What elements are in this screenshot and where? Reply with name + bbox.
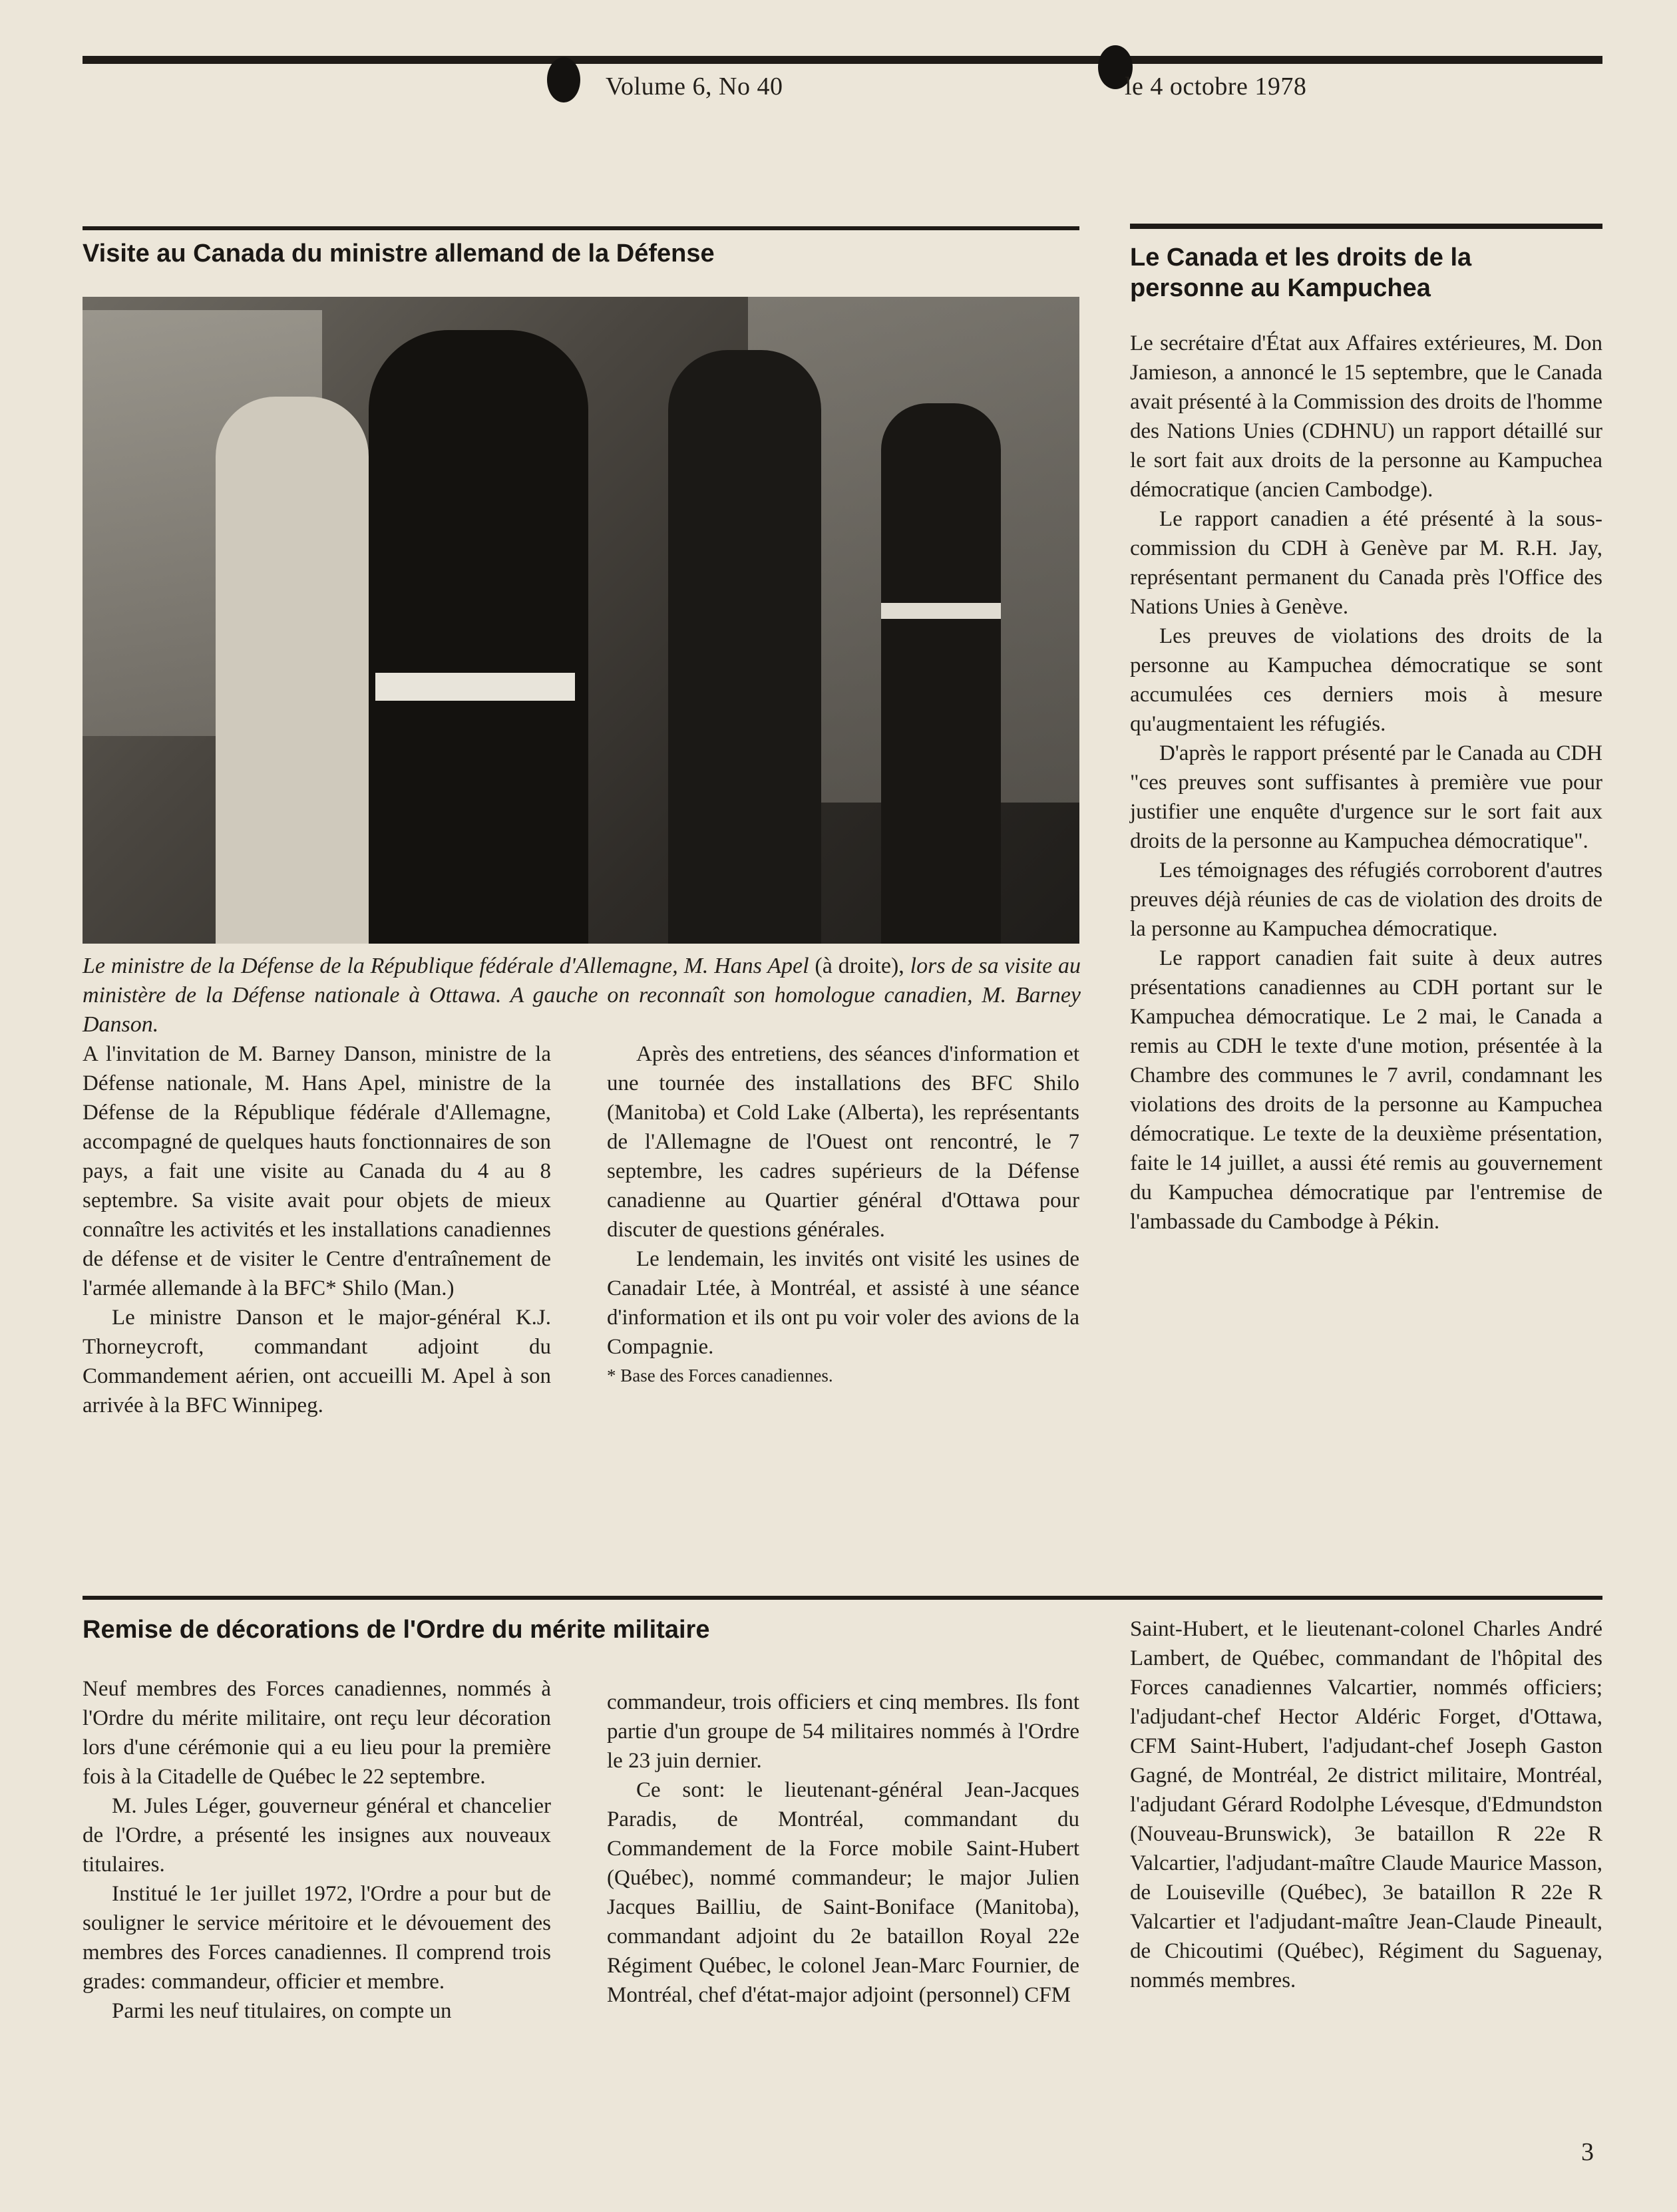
caption-part2: lors de sa visite au ministère de la Défense nationale à Ottawa. A gauche on reconnaît son homologue canadien, M. Barney Danson. — [83, 954, 1081, 1037]
article2-para-6: Le rapport canadien fait suite à deux autres présentations canadiennes au CDH portant sur le Kampuchea démocratique. Le 2 mai, le Canada a remis au CDH le texte d'une motion, présentée à la Chambre des communes le 7 avril, condamnant les violations des droits de la personne au Kampuchea démocratique. Le texte de la deuxième présentation, faite le 14 juillet, a aussi été remis au gouvernement du Kampuchea démocratique par l'entremise de l'ambassade du Cambodge à Pékin. — [1130, 946, 1602, 1234]
article1-col2-para-2: Le lendemain, les invités ont visité les usines de Canadair Ltée, à Montréal, et assisté à une séance d'information et ils ont pu voir voler des avions de la Compagnie. — [607, 1247, 1079, 1359]
article3-col1-para-2: M. Jules Léger, gouverneur général et chancelier de l'Ordre, a présenté les insignes aux nouveaux titulaires. — [83, 1794, 551, 1877]
article3-column-1 — [83, 1674, 551, 2026]
article3-rule — [83, 1596, 1602, 1600]
article2-column — [1130, 329, 1602, 1236]
article1-title: Visite au Canada du ministre allemand de la Défense — [83, 240, 715, 268]
article1-footnote: * Base des Forces canadiennes. — [607, 1366, 833, 1385]
article2-para-2: Le rapport canadien a été présenté à la sous-commission du CDH à Genève par M. R.H. Jay, représentant permanent du Canada près l'Office des Nations Unies à Genève. — [1130, 507, 1602, 619]
article1-photo — [83, 297, 1079, 944]
article2-para-4: D'après le rapport présenté par le Canada au CDH "ces preuves sont suffisantes à première vue pour justifier une enquête d'urgence sur le sort fait aux droits de la personne au Kampuchea démocratique". — [1130, 741, 1602, 853]
article2-para-3: Les preuves de violations des droits de la personne au Kampuchea démocratique se sont accumulées ces derniers mois à mesure qu'augmentaient les réfugiés. — [1130, 624, 1602, 736]
article1-column-1 — [83, 1039, 551, 1420]
caption-part1: Le ministre de la Défense de la République fédérale d'Allemagne, M. Hans Apel — [83, 954, 809, 978]
masthead-volume: Volume 6, No 40 — [606, 73, 783, 100]
article1-column-2 — [607, 1039, 1079, 1387]
article2-para-5: Les témoignages des réfugiés corroborent d'autres preuves déjà réunies de cas de violation des droits de la personne au Kampuchea démocratique. — [1130, 858, 1602, 941]
article3-col1-para-4: Parmi les neuf titulaires, on compte un — [112, 1999, 452, 2023]
article3-col2-para-1: commandeur, trois officiers et cinq membres. Ils font partie d'un groupe de 54 militaires nommés à l'Ordre le 23 juin dernier. — [607, 1690, 1079, 1773]
article3-column-3 — [1130, 1614, 1602, 1995]
article3-col1-para-3: Institué le 1er juillet 1972, l'Ordre a pour but de souligner le service méritoire et le dévouement des membres des Forces canadiennes. Il comprend trois grades: commandeur, officier et membre. — [83, 1882, 551, 1994]
article2-para-1: Le secrétaire d'État aux Affaires extérieures, M. Don Jamieson, a annoncé le 15 septembre, que le Canada avait présenté à la Commission des droits de l'homme des Nations Unies (CDHNU) un rapport détaillé sur le sort fait aux droits de la personne au Kampuchea démocratique (ancien Cambodge). — [1130, 331, 1602, 502]
article1-rule — [83, 226, 1079, 230]
article1-col1-para-1: A l'invitation de M. Barney Danson, ministre de la Défense nationale, M. Hans Apel, ministre de la Défense de la République fédérale d'Allemagne, accompagné de quelques hauts fonctionnaires de son pays, a fait une visite au Canada du 4 au 8 septembre. Sa visite avait pour objets de mieux connaître les activités et les installations canadiennes de défense et de visiter le Centre d'entraînement de l'armée allemande à la BFC* Shilo (Man.) — [83, 1042, 551, 1300]
article3-column-2 — [607, 1688, 1079, 2010]
binder-hole-left — [547, 57, 580, 102]
masthead-rule — [83, 56, 1602, 64]
article1-col2-para-1: Après des entretiens, des séances d'information et une tournée des installations des BFC Shilo (Manitoba) et Cold Lake (Alberta), les représentants de l'Allemagne de l'Ouest ont rencontré, le 7 septembre, les cadres supérieurs de la Défense canadienne au Quartier général d'Ottawa pour discuter de questions générales. — [607, 1042, 1079, 1242]
masthead-date: le 4 octobre 1978 — [1125, 73, 1307, 100]
page-number: 3 — [1581, 2138, 1594, 2166]
article1-col1-para-2: Le ministre Danson et le major-général K.J. Thorneycroft, commandant adjoint du Commandement aérien, ont accueilli M. Apel à son arrivée à la BFC Winnipeg. — [83, 1306, 551, 1417]
article1-photo-caption — [83, 952, 1081, 1039]
article2-rule — [1130, 224, 1602, 229]
article2-title: Le Canada et les droits de la personne au Kampuchea — [1130, 244, 1472, 302]
article3-col2-para-2: Ce sont: le lieutenant-général Jean-Jacques Paradis, de Montréal, commandant du Commandement de la Force mobile Saint-Hubert (Québec), nommé commandeur; le major Julien Jacques Bailliu, de Saint-Boniface (Manitoba), commandant adjoint du 2e bataillon Royal 22e Régiment Québec, le colonel Jean-Marc Fournier, de Montréal, chef d'état-major adjoint (personnel) CFM — [607, 1778, 1079, 2007]
article3-col3-para-1: Saint-Hubert, et le lieutenant-colonel Charles André Lambert, de Québec, commandant de l'hôpital des Forces canadiennes Valcartier, nommés officiers; l'adjudant-chef Hector Aldéric Forget, d'Ottawa, CFM Saint-Hubert, l'adjudant-chef Joseph Gaston Gagné, de Montréal, 2e district militaire, Montréal, l'adjudant Gérard Rodolphe Lévesque, d'Edmundston (Nouveau-Brunswick), 3e bataillon R 22e R Valcartier, l'adjudant-maître Claude Maurice Masson, de Louiseville (Québec), 3e bataillon R 22e R Valcartier et l'adjudant-maître Jean-Claude Pineault, de Chicoutimi (Québec), Régiment du Saguenay, nommés membres. — [1130, 1617, 1602, 1992]
article3-title: Remise de décorations de l'Ordre du mérite militaire — [83, 1616, 710, 1644]
article3-col1-para-1: Neuf membres des Forces canadiennes, nommés à l'Ordre du mérite militaire, ont reçu leur décoration lors d'une cérémonie qui a eu lieu pour la première fois à la Citadelle de Québec le 22 septembre. — [83, 1677, 551, 1789]
caption-paren: (à droite), — [809, 954, 910, 978]
